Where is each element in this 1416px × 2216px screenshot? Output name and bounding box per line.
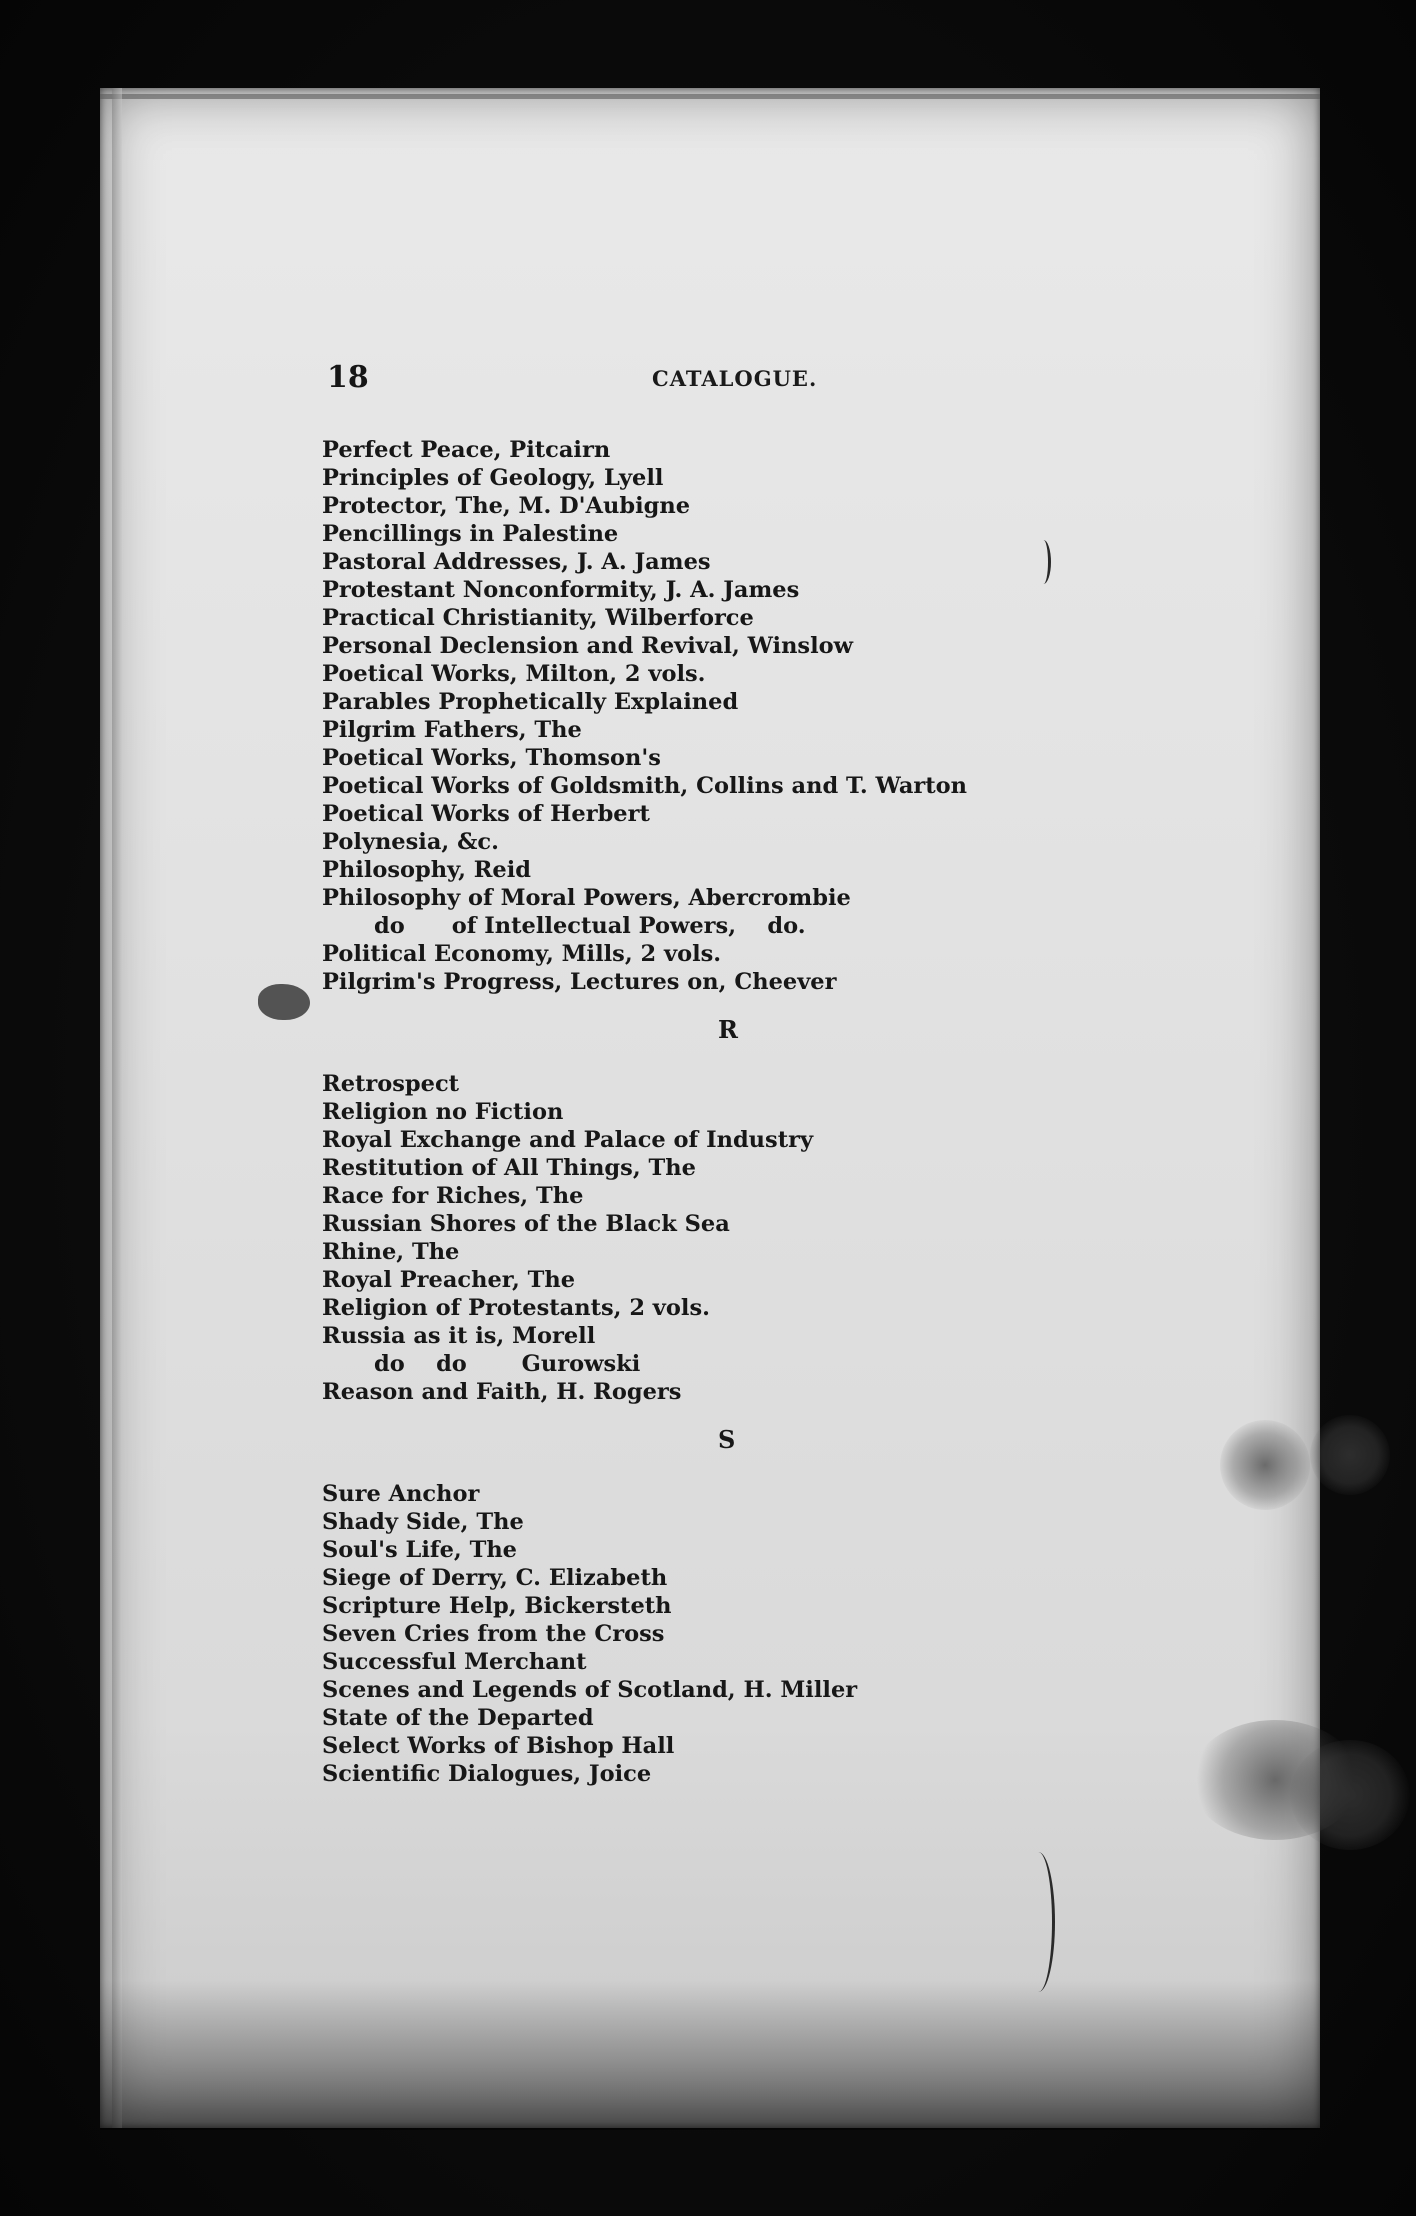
section-letter-s: S xyxy=(718,1425,736,1454)
catalogue-entry: Practical Christianity, Wilberforce xyxy=(322,605,754,631)
page-bottom-shadow xyxy=(100,1980,1320,2130)
catalogue-entry: Philosophy of Moral Powers, Abercrombie xyxy=(322,885,851,911)
page-top-edge xyxy=(100,94,1320,99)
catalogue-entry: Scenes and Legends of Scotland, H. Miller xyxy=(322,1677,858,1703)
catalogue-entry: Scripture Help, Bickersteth xyxy=(322,1593,672,1619)
catalogue-entry: Polynesia, &c. xyxy=(322,829,499,855)
stain-right-4 xyxy=(1290,1740,1410,1850)
catalogue-entry: Poetical Works, Milton, 2 vols. xyxy=(322,661,706,687)
catalogue-entry: Soul's Life, The xyxy=(322,1537,517,1563)
catalogue-entry: Poetical Works of Herbert xyxy=(322,801,650,827)
catalogue-entry: Successful Merchant xyxy=(322,1649,587,1675)
stain-right-1 xyxy=(1220,1420,1310,1510)
catalogue-entry-ditto: do do Gurowski xyxy=(374,1351,641,1377)
catalogue-entry: Parables Prophetically Explained xyxy=(322,689,739,715)
ink-blot xyxy=(258,984,310,1020)
catalogue-entry: Political Economy, Mills, 2 vols. xyxy=(322,941,722,967)
catalogue-section-s xyxy=(322,1426,1082,1788)
catalogue-entry: Race for Riches, The xyxy=(322,1183,584,1209)
catalogue-entry: Pilgrim's Progress, Lectures on, Cheever xyxy=(322,969,837,995)
catalogue-entry: Poetical Works of Goldsmith, Collins and T. Warton xyxy=(322,773,968,799)
catalogue-entry: Philosophy, Reid xyxy=(322,857,532,883)
catalogue-entry: Scientific Dialogues, Joice xyxy=(322,1761,652,1787)
catalogue-entry: Pastoral Addresses, J. A. James xyxy=(322,549,711,575)
catalogue-entry: Rhine, The xyxy=(322,1239,460,1265)
running-title: CATALOGUE. xyxy=(652,366,818,391)
catalogue-entry: Religion no Fiction xyxy=(322,1099,564,1125)
stain-right-2 xyxy=(1310,1415,1390,1495)
catalogue-entry: Russian Shores of the Black Sea xyxy=(322,1211,730,1237)
catalogue-entry: Protector, The, M. D'Aubigne xyxy=(322,493,691,519)
catalogue-entry: Perfect Peace, Pitcairn xyxy=(322,437,611,463)
catalogue-entry: Royal Exchange and Palace of Industry xyxy=(322,1127,814,1153)
catalogue-entry: Pilgrim Fathers, The xyxy=(322,717,582,743)
catalogue-entry: Royal Preacher, The xyxy=(322,1267,576,1293)
catalogue-section-p xyxy=(322,436,1082,996)
catalogue-entry: Reason and Faith, H. Rogers xyxy=(322,1379,682,1405)
page-header xyxy=(327,360,827,404)
catalogue-entry: Seven Cries from the Cross xyxy=(322,1621,665,1647)
catalogue-entry: Sure Anchor xyxy=(322,1481,480,1507)
page-left-edge xyxy=(112,88,122,2128)
catalogue-entry-ditto: do of Intellectual Powers, do. xyxy=(374,913,806,939)
pencil-mark xyxy=(1022,1852,1055,1992)
catalogue-entry: Protestant Nonconformity, J. A. James xyxy=(322,577,800,603)
page-number: 18 xyxy=(327,360,369,395)
section-letter-r: R xyxy=(718,1015,738,1044)
catalogue-entry: Russia as it is, Morell xyxy=(322,1323,596,1349)
catalogue-entry: Personal Declension and Revival, Winslow xyxy=(322,633,854,659)
catalogue-entry: Principles of Geology, Lyell xyxy=(322,465,664,491)
catalogue-entry: Restitution of All Things, The xyxy=(322,1155,696,1181)
catalogue-entries xyxy=(322,436,1082,1788)
catalogue-entry: Religion of Protestants, 2 vols. xyxy=(322,1295,710,1321)
catalogue-entry: Select Works of Bishop Hall xyxy=(322,1733,675,1759)
catalogue-section-r xyxy=(322,1016,1082,1406)
catalogue-entry: Pencillings in Palestine xyxy=(322,521,619,547)
catalogue-entry: Shady Side, The xyxy=(322,1509,524,1535)
catalogue-entry: Siege of Derry, C. Elizabeth xyxy=(322,1565,668,1591)
catalogue-entry: Poetical Works, Thomson's xyxy=(322,745,661,771)
catalogue-entry: Retrospect xyxy=(322,1071,460,1097)
catalogue-entry: State of the Departed xyxy=(322,1705,594,1731)
